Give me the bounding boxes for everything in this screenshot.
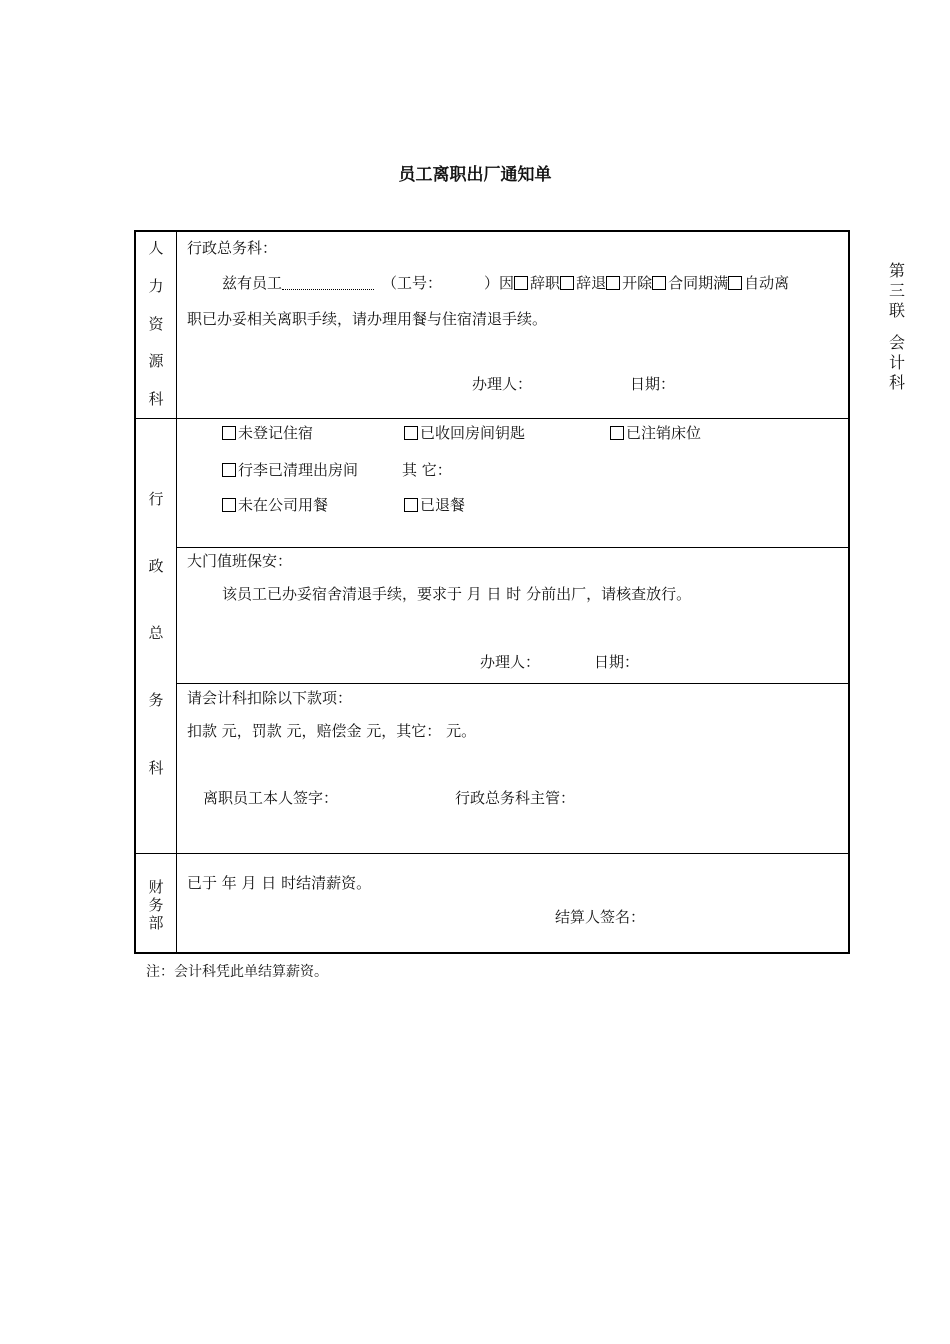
check-key-returned[interactable] — [404, 424, 525, 442]
check-no-meal[interactable] — [222, 496, 328, 514]
employee-signature-label: 离职员工本人签字： — [203, 789, 339, 807]
settler-signature-label: 结算人签名： — [555, 908, 646, 926]
deduction-items: 扣款 元，罚款 元，赔偿金 元，其它： 元。 — [187, 722, 477, 740]
checkbox-contract-expired[interactable] — [652, 276, 666, 290]
copy-label-char: 第 — [888, 261, 905, 280]
check-label: 未登记住宿 — [238, 424, 314, 442]
hr-date-label: 日期： — [630, 375, 676, 393]
admin-label-char: 行 — [148, 490, 164, 508]
admin-label-char: 政 — [148, 557, 164, 575]
checkbox-self-leave[interactable] — [728, 276, 742, 290]
hr-employee-line — [222, 274, 789, 292]
checkbox[interactable] — [222, 426, 236, 440]
hr-label-char: 源 — [148, 352, 164, 370]
footer-note: 注：会计科凭此单结算薪资。 — [146, 964, 328, 980]
admin-label-char: 总 — [148, 624, 164, 642]
employee-prefix: 兹有员工 — [222, 274, 283, 292]
reason-dismissed: 辞退 — [576, 274, 607, 292]
copy-label-char: 科 — [888, 373, 905, 392]
deduction-title: 请会计科扣除以下款项： — [187, 689, 353, 707]
checkbox-dismissed[interactable] — [560, 276, 574, 290]
checkbox-resign[interactable] — [514, 276, 528, 290]
hr-label-char: 资 — [148, 315, 164, 333]
copy-label-char: 计 — [888, 353, 905, 372]
check-meal-returned[interactable] — [404, 496, 465, 514]
finance-label-char: 务 — [148, 896, 164, 914]
copy-label-char: 联 — [888, 301, 905, 320]
row-divider — [136, 418, 848, 419]
hr-handler-label: 办理人： — [472, 375, 533, 393]
guard-addressee: 大门值班保安： — [187, 552, 293, 570]
reason-contract-expired: 合同期满 — [668, 274, 729, 292]
hr-addressee: 行政总务科： — [187, 239, 278, 257]
reason-fired: 开除 — [622, 274, 653, 292]
checkbox[interactable] — [222, 463, 236, 477]
settlement-text: 已于 年 月 日 时结清薪资。 — [187, 874, 372, 892]
row-divider — [176, 547, 848, 548]
checkbox[interactable] — [404, 498, 418, 512]
column-divider — [176, 232, 177, 952]
other-label: 其 它： — [402, 461, 452, 479]
check-luggage-cleared[interactable] — [222, 461, 358, 479]
hr-label-char: 科 — [148, 390, 164, 408]
hr-label-char: 力 — [148, 277, 164, 295]
reason-self-leave: 自动离 — [744, 274, 790, 292]
reason-label: ）因 — [484, 274, 515, 292]
guard-handler-label: 办理人： — [480, 653, 541, 671]
check-label: 行李已清理出房间 — [238, 461, 359, 479]
check-bed-cancelled[interactable] — [610, 424, 701, 442]
job-number-label: （工号： — [382, 274, 443, 292]
row-divider — [176, 683, 848, 684]
admin-label-char: 科 — [148, 759, 164, 777]
admin-label-char: 务 — [148, 691, 164, 709]
copy-label-char: 三 — [888, 281, 905, 300]
hr-procedure-text: 职已办妥相关离职手续，请办理用餐与住宿清退手续。 — [187, 310, 548, 328]
checkbox[interactable] — [404, 426, 418, 440]
check-label: 已注销床位 — [626, 424, 702, 442]
check-label: 已收回房间钥匙 — [420, 424, 526, 442]
guard-release-text: 该员工已办妥宿舍清退手续，要求于 月 日 时 分前出厂，请核查放行。 — [222, 585, 692, 603]
finance-label-char: 部 — [148, 914, 164, 932]
hr-label-char: 人 — [148, 239, 164, 257]
checkbox[interactable] — [610, 426, 624, 440]
check-label: 已退餐 — [420, 496, 466, 514]
copy-label-char: 会 — [888, 333, 905, 352]
resignation-form-table — [134, 230, 850, 954]
row-divider — [136, 853, 848, 854]
guard-date-label: 日期： — [594, 653, 640, 671]
employee-name-field[interactable] — [282, 275, 374, 290]
supervisor-signature-label: 行政总务科主管： — [455, 789, 576, 807]
check-no-dorm[interactable] — [222, 424, 313, 442]
reason-resign: 辞职 — [530, 274, 561, 292]
check-label: 未在公司用餐 — [238, 496, 329, 514]
form-title: 员工离职出厂通知单 — [398, 165, 552, 185]
checkbox[interactable] — [222, 498, 236, 512]
finance-label-char: 财 — [148, 878, 164, 896]
checkbox-fired[interactable] — [606, 276, 620, 290]
